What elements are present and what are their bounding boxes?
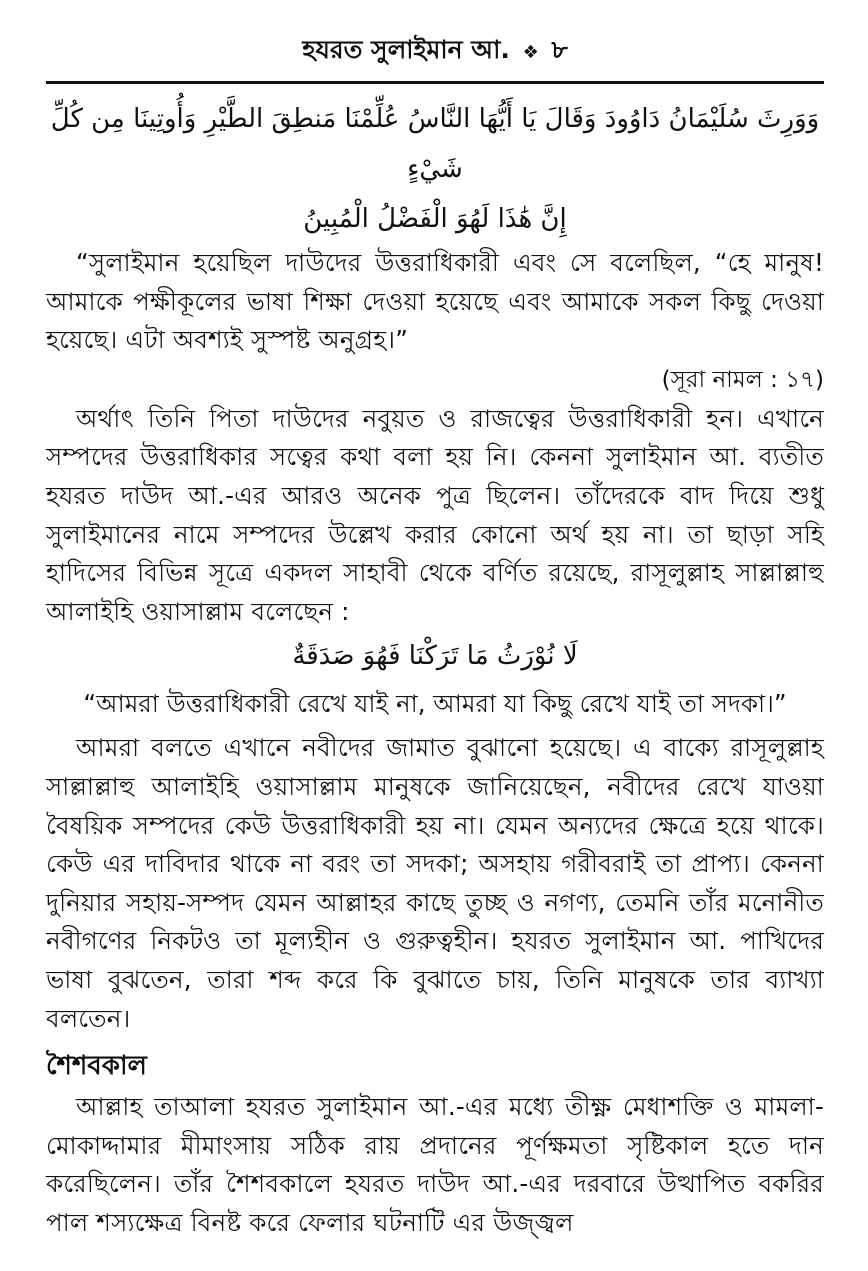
header-title: হযরত সুলাইমান আ. [302,35,510,64]
arabic-verse-line-2: إِنَّ هَٰذَا لَهُوَ الْفَضْلُ الْمُبِينُ [303,204,567,234]
hadith-arabic: لَا نُوْرَثُ مَا تَرَكْنَا فَهُوَ صَدَقَةٌ [292,641,578,672]
verse-translation: “সুলাইমান হয়েছিল দাউদের উত্তরাধিকারী এবং সে বলেছিল, “হে মানুষ! আমাকে পক্ষীকূলের ভাষা শিক্ষা দেওয়া হয়েছে এবং আমাকে সকল কিছু দেওয়া হয়েছে। এটা অবশ্যই সুস্পষ্ট অনুগ্রহ।” [46,248,824,355]
header-bullet-icon: ❖ [522,42,539,63]
paragraph-2: আমরা বলতে এখানে নবীদের জামাত বুঝানো হয়েছে। এ বাক্যে রাসূলুল্লাহ সাল্লাল্লাহু আলাইহি ওয়াসাল্লাম মানুষকে জানিয়েছেন, নবীদের রেখে যাওয়া বৈষয়িক সম্পদের কেউ উত্তরাধিকারী হয় না। যেমন অন্যদের ক্ষেত্রে হয়ে থাকে। কেউ এর দাবিদার থাকে না বরং তা সদকা; অসহায় গরীবরাই তা প্রাপ্য। কেননা দুনিয়ার সহায়-সম্পদ যেমন আল্লাহর কাছে তুচ্ছ ও নগণ্য, তেমনি তাঁর মনোনীত নবীগণের নিকটও তা মূল্যহীন ও গুরুত্বহীন। হযরত সুলাইমান আ. পাখিদের ভাষা বুঝতেন, তারা শব্দ করে কি বুঝাতে চায়, তিনি মানুষকে তার ব্যাখ্যা বলতেন। [46,733,824,1033]
arabic-verse-line-1: وَوَرِثَ سُلَيْمَانُ دَاوُودَ وَقَالَ يَا أَيُّهَا النَّاسُ عُلِّمْنَا مَنطِقَ الطَّيْرِ وَأُوتِينَا مِن كُلِّ شَيْءٍ [50,104,820,184]
page-header [46,0,824,84]
page-number: ৮ [551,35,568,64]
section-heading: শৈশবকাল [46,1051,147,1082]
verse-reference: (সূরা নামল : ১৭) [661,366,824,393]
paragraph-3: আল্লাহ তাআলা হযরত সুলাইমান আ.-এর মধ্যে তীক্ষ্ণ মেধাশক্তি ও মামলা-মোকাদ্দামার মীমাংসায় সঠিক রায় প্রদানের পূর্ণক্ষমতা সৃষ্টিকাল হতে দান করেছিলেন। তাঁর শৈশবকালে হযরত দাউদ আ.-এর দরবারে উত্থাপিত বকরির পাল শস্যক্ষেত্র বিনষ্ট করে ফেলার ঘটনাটি এর উজ্জ্বল [46,1092,824,1237]
hadith-translation: “আমরা উত্তরাধিকারী রেখে যাই না, আমরা যা কিছু রেখে যাই তা সদকা।” [83,689,787,719]
paragraph-1: অর্থাৎ তিনি পিতা দাউদের নবুয়ত ও রাজত্বের উত্তরাধিকারী হন। এখানে সম্পদের উত্তরাধিকার সত্বের কথা বলা হয় নি। কেননা সুলাইমান আ. ব্যতীত হযরত দাউদ আ.-এর আরও অনেক পুত্র ছিলেন। তাঁদেরকে বাদ দিয়ে শুধু সুলাইমানের নামে সম্পদের উল্লেখ করার কোনো অর্থ হয় না। তা ছাড়া সহি হাদিসের বিভিন্ন সূত্রে একদল সাহাবী থেকে বর্ণিত রয়েছে, রাসূলুল্লাহ সাল্লাল্লাহু আলাইহি ওয়াসাল্লাম বলেছেন : [46,403,824,626]
